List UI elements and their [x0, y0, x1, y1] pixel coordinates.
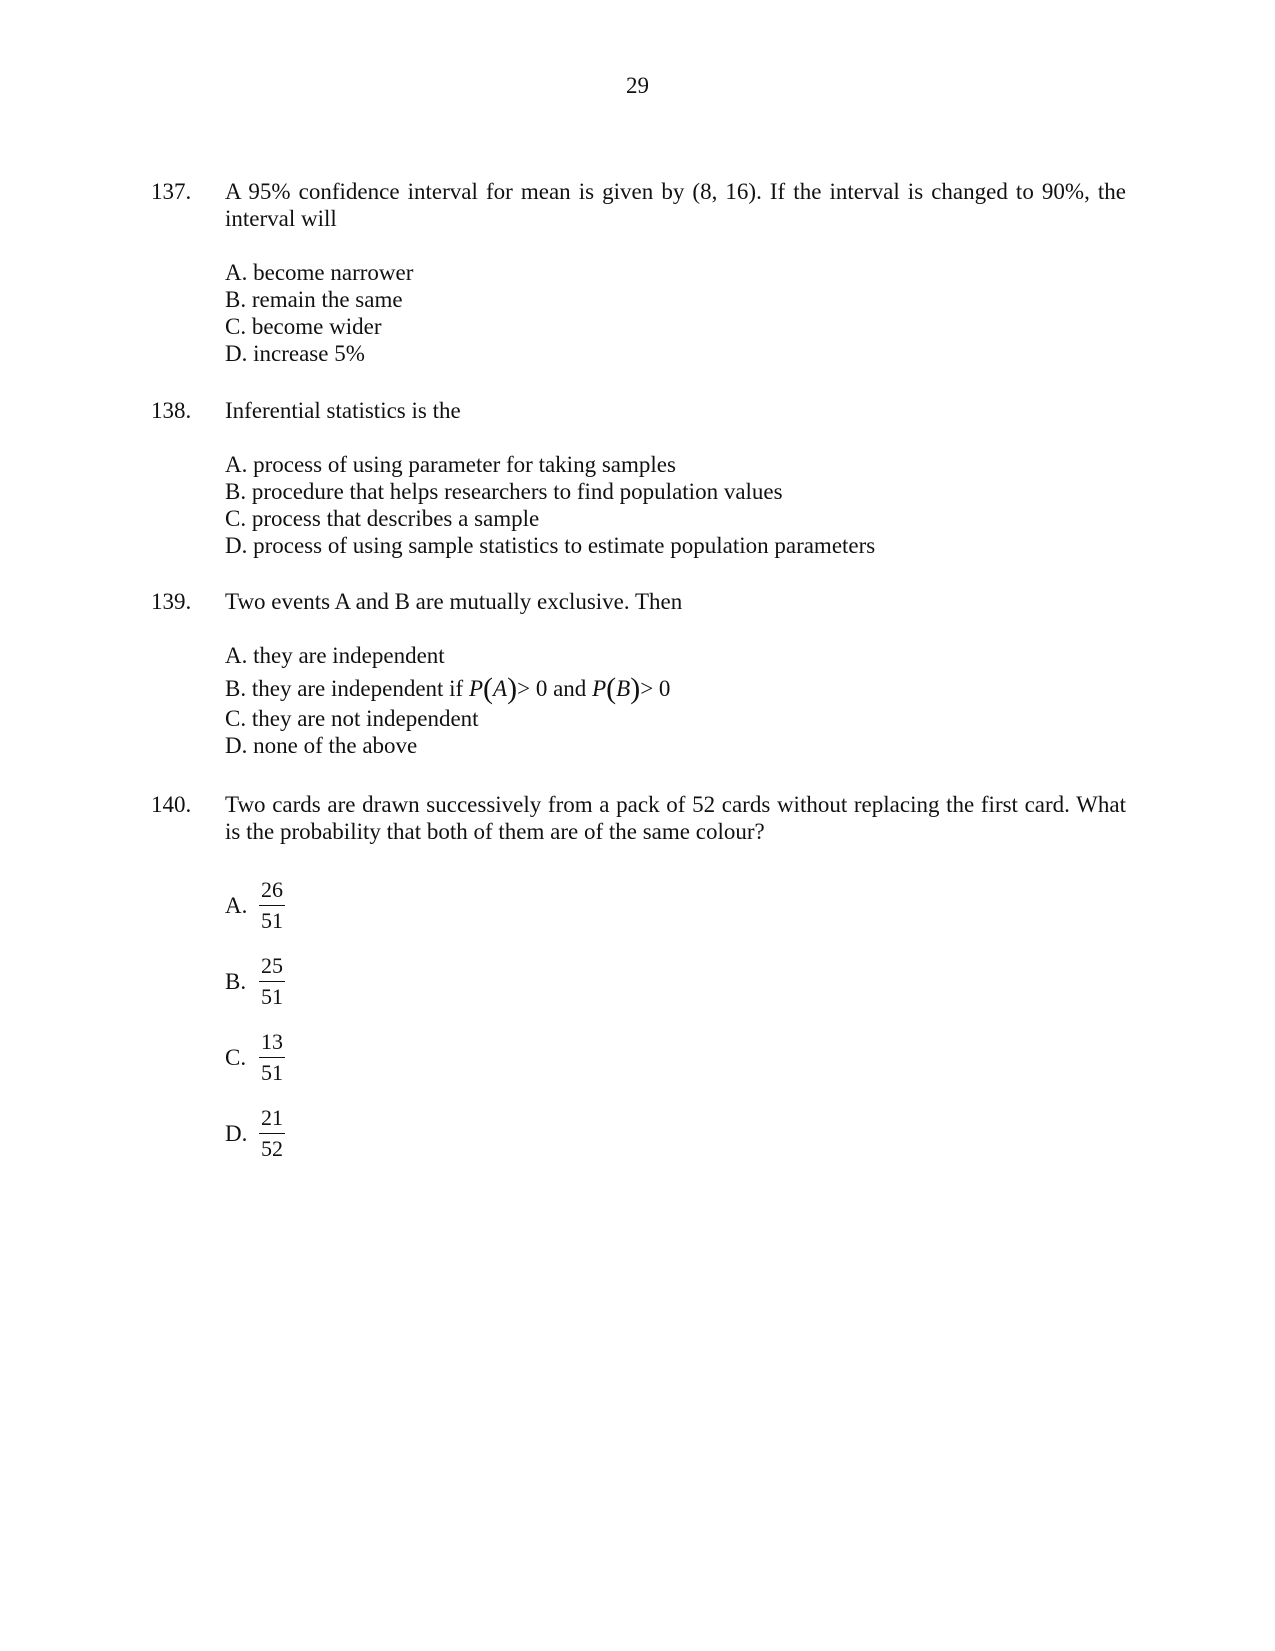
option-d: D. process of using sample statistics to estimate population parameters — [225, 533, 876, 558]
fraction — [259, 1103, 285, 1164]
option-c: C. process that describes a sample — [225, 506, 540, 531]
option-d: D. none of the above — [225, 733, 418, 758]
option-a: A. they are independent — [225, 643, 445, 668]
option-letter: D. — [225, 1120, 248, 1146]
option-letter: B. — [225, 968, 247, 994]
answer-options — [225, 451, 1126, 559]
question-text: A 95% confidence interval for mean is given by (8, 16). If the interval is changed to 90%, the interval will — [225, 179, 1126, 231]
question-text: Two events A and B are mutually exclusive. Then — [225, 589, 683, 614]
denominator: 52 — [261, 1135, 283, 1161]
question-text: Two cards are drawn successively from a pack of 52 cards without replacing the first card. What is the probability that both of them are of the same colour? — [225, 792, 1126, 844]
answer-options — [225, 259, 1126, 367]
denominator: 51 — [261, 983, 283, 1009]
question-138 — [151, 397, 1126, 559]
answer-options — [225, 867, 1126, 1171]
fraction — [259, 1027, 285, 1088]
question-137 — [151, 178, 1126, 367]
option-a: A. become narrower — [225, 260, 414, 285]
numerator: 21 — [259, 1103, 285, 1134]
fraction — [259, 875, 285, 936]
probability-a-expression: P(A)> 0 — [468, 672, 548, 705]
question-text: Inferential statistics is the — [225, 398, 461, 423]
option-c: C. become wider — [225, 314, 382, 339]
option-d — [225, 1095, 1126, 1171]
option-c: C. they are not independent — [225, 706, 479, 731]
answer-options — [225, 642, 1126, 759]
option-b — [225, 669, 1126, 705]
question-140 — [151, 791, 1126, 1171]
and-word: and — [553, 676, 587, 701]
denominator: 51 — [261, 907, 283, 933]
option-d: D. increase 5% — [225, 341, 365, 366]
numerator: 13 — [259, 1027, 285, 1058]
option-b — [225, 943, 1126, 1019]
option-a: A. process of using parameter for taking samples — [225, 452, 676, 477]
question-number: 138. — [151, 398, 192, 423]
option-letter: C. — [225, 1044, 247, 1070]
page-number: 29 — [626, 73, 649, 98]
denominator: 51 — [261, 1059, 283, 1085]
question-139 — [151, 588, 1126, 759]
question-number: 139. — [151, 589, 192, 614]
numerator: 26 — [259, 875, 285, 906]
numerator: 25 — [259, 951, 285, 982]
option-a — [225, 867, 1126, 943]
option-c — [225, 1019, 1126, 1095]
probability-b-expression: P(B)> 0 — [592, 672, 671, 705]
option-b: B. procedure that helps researchers to find population values — [225, 479, 783, 504]
option-b: B. remain the same — [225, 287, 403, 312]
question-number: 140. — [151, 792, 192, 817]
option-letter: A. — [225, 892, 248, 918]
fraction — [259, 951, 285, 1012]
option-b-prefix: B. they are independent if — [225, 676, 464, 701]
question-number: 137. — [151, 179, 192, 204]
